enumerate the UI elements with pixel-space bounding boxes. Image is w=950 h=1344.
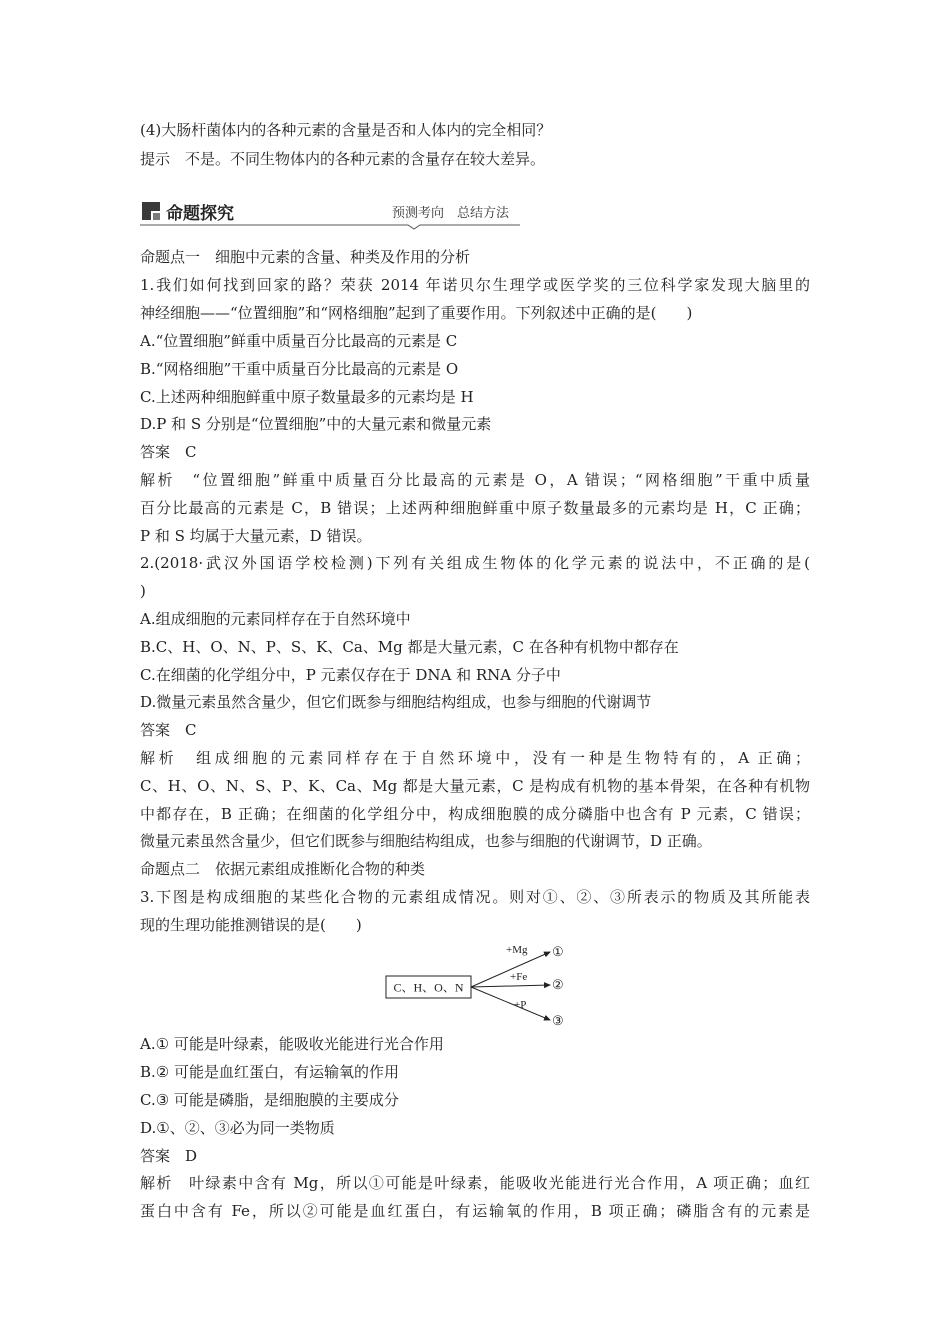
section-title: 命题探究 bbox=[166, 204, 234, 224]
q2-answer: 答案 C bbox=[140, 721, 197, 739]
section-divider bbox=[140, 222, 520, 230]
q2-stem-line-1: 2.(2018·武汉外国语学校检测)下列有关组成生物体的化学元素的说法中，不正确的是( bbox=[140, 554, 810, 572]
q1-answer: 答案 C bbox=[140, 443, 197, 461]
q1-stem-line-1: 1.我们如何找到回家的路？荣获 2014 年诺贝尔生理学或医学奖的三位科学家发现大脑里的 bbox=[140, 276, 810, 294]
arrow-mg-label: +Mg bbox=[506, 944, 528, 956]
arrow-fe bbox=[471, 985, 550, 987]
q3-explanation-line-1: 解析 叶绿素中含有 Mg，所以①可能是叶绿素，能吸收光能进行光合作用，A 项正确；血红 bbox=[140, 1174, 810, 1192]
q2-option-c: C.在细菌的化学组分中，P 元素仅存在于 DNA 和 RNA 分子中 bbox=[140, 666, 561, 684]
point-2-title: 命题点二 依据元素组成推断化合物的种类 bbox=[140, 860, 426, 878]
q1-explanation-line-2: 百分比最高的元素是 C，B 错误；上述两种细胞鲜重中原子数量最多的元素均是 H，C 正确； bbox=[140, 499, 810, 517]
q2-explanation-line-2: C、H、O、N、S、P、K、Ca、Mg 都是大量元素，C 是构成有机物的基本骨架，在各种有机物 bbox=[140, 777, 810, 795]
q2-option-a: A.组成细胞的元素同样存在于自然环境中 bbox=[140, 610, 411, 628]
q2-option-d: D.微量元素虽然含量少，但它们既参与细胞结构组成，也参与细胞的代谢调节 bbox=[140, 693, 652, 711]
q2-stem-line-2: ) bbox=[140, 582, 146, 600]
element-box-label: C、H、O、N bbox=[393, 980, 464, 995]
q2-explanation-line-1: 解析 组成细胞的元素同样存在于自然环境中，没有一种是生物特有的，A 正确； bbox=[140, 749, 810, 767]
q3-stem-line-2: 现的生理功能推测错误的是( ) bbox=[140, 916, 362, 934]
target-2: ② bbox=[552, 977, 564, 992]
q1-explanation-line-3: P 和 S 均属于大量元素，D 错误。 bbox=[140, 527, 372, 545]
q1-option-a: A.“位置细胞”鲜重中质量百分比最高的元素是 C bbox=[140, 332, 458, 350]
element-composition-diagram bbox=[384, 938, 574, 1030]
q1-option-b: B.“网格细胞”干重中质量百分比最高的元素是 O bbox=[140, 360, 459, 378]
q1-explanation-line-1: 解析 “位置细胞”鲜重中质量百分比最高的元素是 O，A 错误；“网格细胞”干重中质量 bbox=[140, 471, 810, 489]
target-1: ① bbox=[552, 944, 564, 959]
arrow-fe-label: +Fe bbox=[510, 971, 528, 983]
arrow-p bbox=[471, 987, 550, 1020]
q1-stem-line-2: 神经细胞——“位置细胞”和“网格细胞”起到了重要作用。下列叙述中正确的是( ) bbox=[140, 304, 693, 322]
section-header bbox=[140, 198, 520, 226]
hint-text: 提示 不是。不同生物体内的各种元素的含量存在较大差异。 bbox=[140, 150, 546, 168]
question-4: (4)大肠杆菌体内的各种元素的含量是否和人体内的完全相同？ bbox=[140, 121, 552, 139]
q1-option-d: D.P 和 S 分别是“位置细胞”中的大量元素和微量元素 bbox=[140, 415, 492, 433]
q3-option-a: A.① 可能是叶绿素，能吸收光能进行光合作用 bbox=[140, 1035, 444, 1053]
q3-option-d: D.①、②、③必为同一类物质 bbox=[140, 1119, 335, 1137]
q1-option-c: C.上述两种细胞鲜重中原子数量最多的元素均是 H bbox=[140, 388, 474, 406]
q2-explanation-line-4: 微量元素虽然含量少，但它们既参与细胞结构组成，也参与细胞的代谢调节，D 正确。 bbox=[140, 832, 712, 850]
section-subtitle: 预测考向 总结方法 bbox=[392, 206, 510, 221]
q3-option-b: B.② 可能是血红蛋白，有运输氧的作用 bbox=[140, 1063, 400, 1081]
point-1-title: 命题点一 细胞中元素的含量、种类及作用的分析 bbox=[140, 248, 471, 266]
q2-option-b: B.C、H、O、N、P、S、K、Ca、Mg 都是大量元素，C 在各种有机物中都存在 bbox=[140, 638, 679, 656]
q3-stem-line-1: 3.下图是构成细胞的某些化合物的元素组成情况。则对①、②、③所表示的物质及其所能表 bbox=[140, 888, 810, 906]
q3-answer: 答案 D bbox=[140, 1147, 198, 1165]
target-3: ③ bbox=[552, 1013, 564, 1028]
q3-explanation-line-2: 蛋白中含有 Fe，所以②可能是血红蛋白，有运输氧的作用，B 项正确；磷脂含有的元素是 bbox=[140, 1202, 810, 1220]
q2-explanation-line-3: 中都存在，B 正确；在细菌的化学组分中，构成细胞膜的成分磷脂中也含有 P 元素，C 错误； bbox=[140, 805, 810, 823]
section-square-icon bbox=[142, 202, 160, 220]
arrow-p-label: +P bbox=[514, 999, 527, 1011]
q3-option-c: C.③ 可能是磷脂，是细胞膜的主要成分 bbox=[140, 1091, 399, 1109]
